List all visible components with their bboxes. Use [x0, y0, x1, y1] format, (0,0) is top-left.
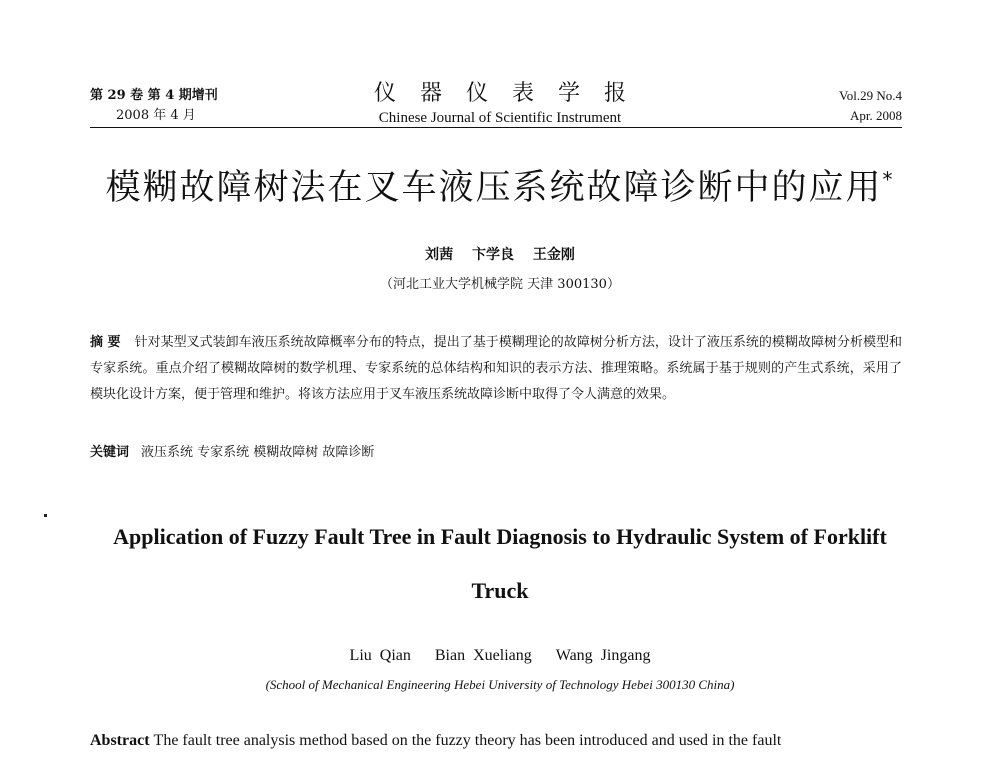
publication-date-en: Apr. 2008 — [850, 108, 902, 123]
author-name: Wang Jingang — [555, 647, 651, 664]
author-name: Liu Qian — [349, 647, 411, 664]
abstract-text-cn: 针对某型叉式装卸车液压系统故障概率分布的特点，提出了基于模糊理论的故障树分析方法，设计了液压系统的模糊故障树分析模型和专家系统。重点介绍了模糊故障树的数学机理、专家系统的总体结构和知识的表示方法、推理策略。系统属于基于规则的产生式系统，采用了模块化设计方案，便于管理和维护。将该方法应用于叉车液压系统故障诊断中取得了令人满意的效果。 — [90, 335, 902, 402]
author-name: Bian Xueliang — [434, 647, 532, 664]
abstract-label-cn: 摘 要 — [90, 335, 121, 350]
authors-cn: 刘茜 卞学良 王金刚 — [425, 247, 575, 263]
authors-en — [0, 647, 1000, 665]
journal-name-cn: 仪器仪表学报 — [373, 81, 650, 106]
abstract-cn — [90, 330, 902, 408]
keywords-cn — [90, 440, 374, 466]
affiliation-en: (School of Mechanical Engineering Hebei University of Technology Hebei 300130 China) — [265, 677, 735, 692]
abstract-en — [90, 730, 902, 752]
title-footnote-mark: * — [882, 167, 895, 192]
scan-speck — [44, 514, 47, 517]
paper-title-cn — [0, 160, 1000, 210]
header-rule — [90, 127, 902, 128]
affiliation-cn: （河北工业大学机械学院 天津 300130） — [380, 277, 620, 292]
abstract-label-en: Abstract — [90, 732, 150, 749]
paper-title-en: Application of Fuzzy Fault Tree in Fault Diagnosis to Hydraulic System of Forklift Truck — [113, 524, 887, 603]
volume-issue-en: Vol.29 No.4 — [839, 88, 902, 103]
journal-volume-info-en — [839, 86, 902, 126]
paper-title-cn-text: 模糊故障树法在叉车液压系统故障诊断中的应用 — [105, 168, 883, 208]
keywords-label-cn: 关键词 — [90, 445, 130, 460]
keywords-text-cn: 液压系统 专家系统 模糊故障树 故障诊断 — [141, 445, 375, 460]
abstract-text-en: The fault tree analysis method based on the fuzzy theory has been introduced and used in the fault — [153, 732, 782, 749]
publication-date-cn: 2008 年 4 月 — [116, 108, 196, 123]
volume-issue: 第 29 卷 第 4 期增刊 — [90, 88, 218, 103]
journal-name-en: Chinese Journal of Scientific Instrument — [378, 110, 622, 126]
